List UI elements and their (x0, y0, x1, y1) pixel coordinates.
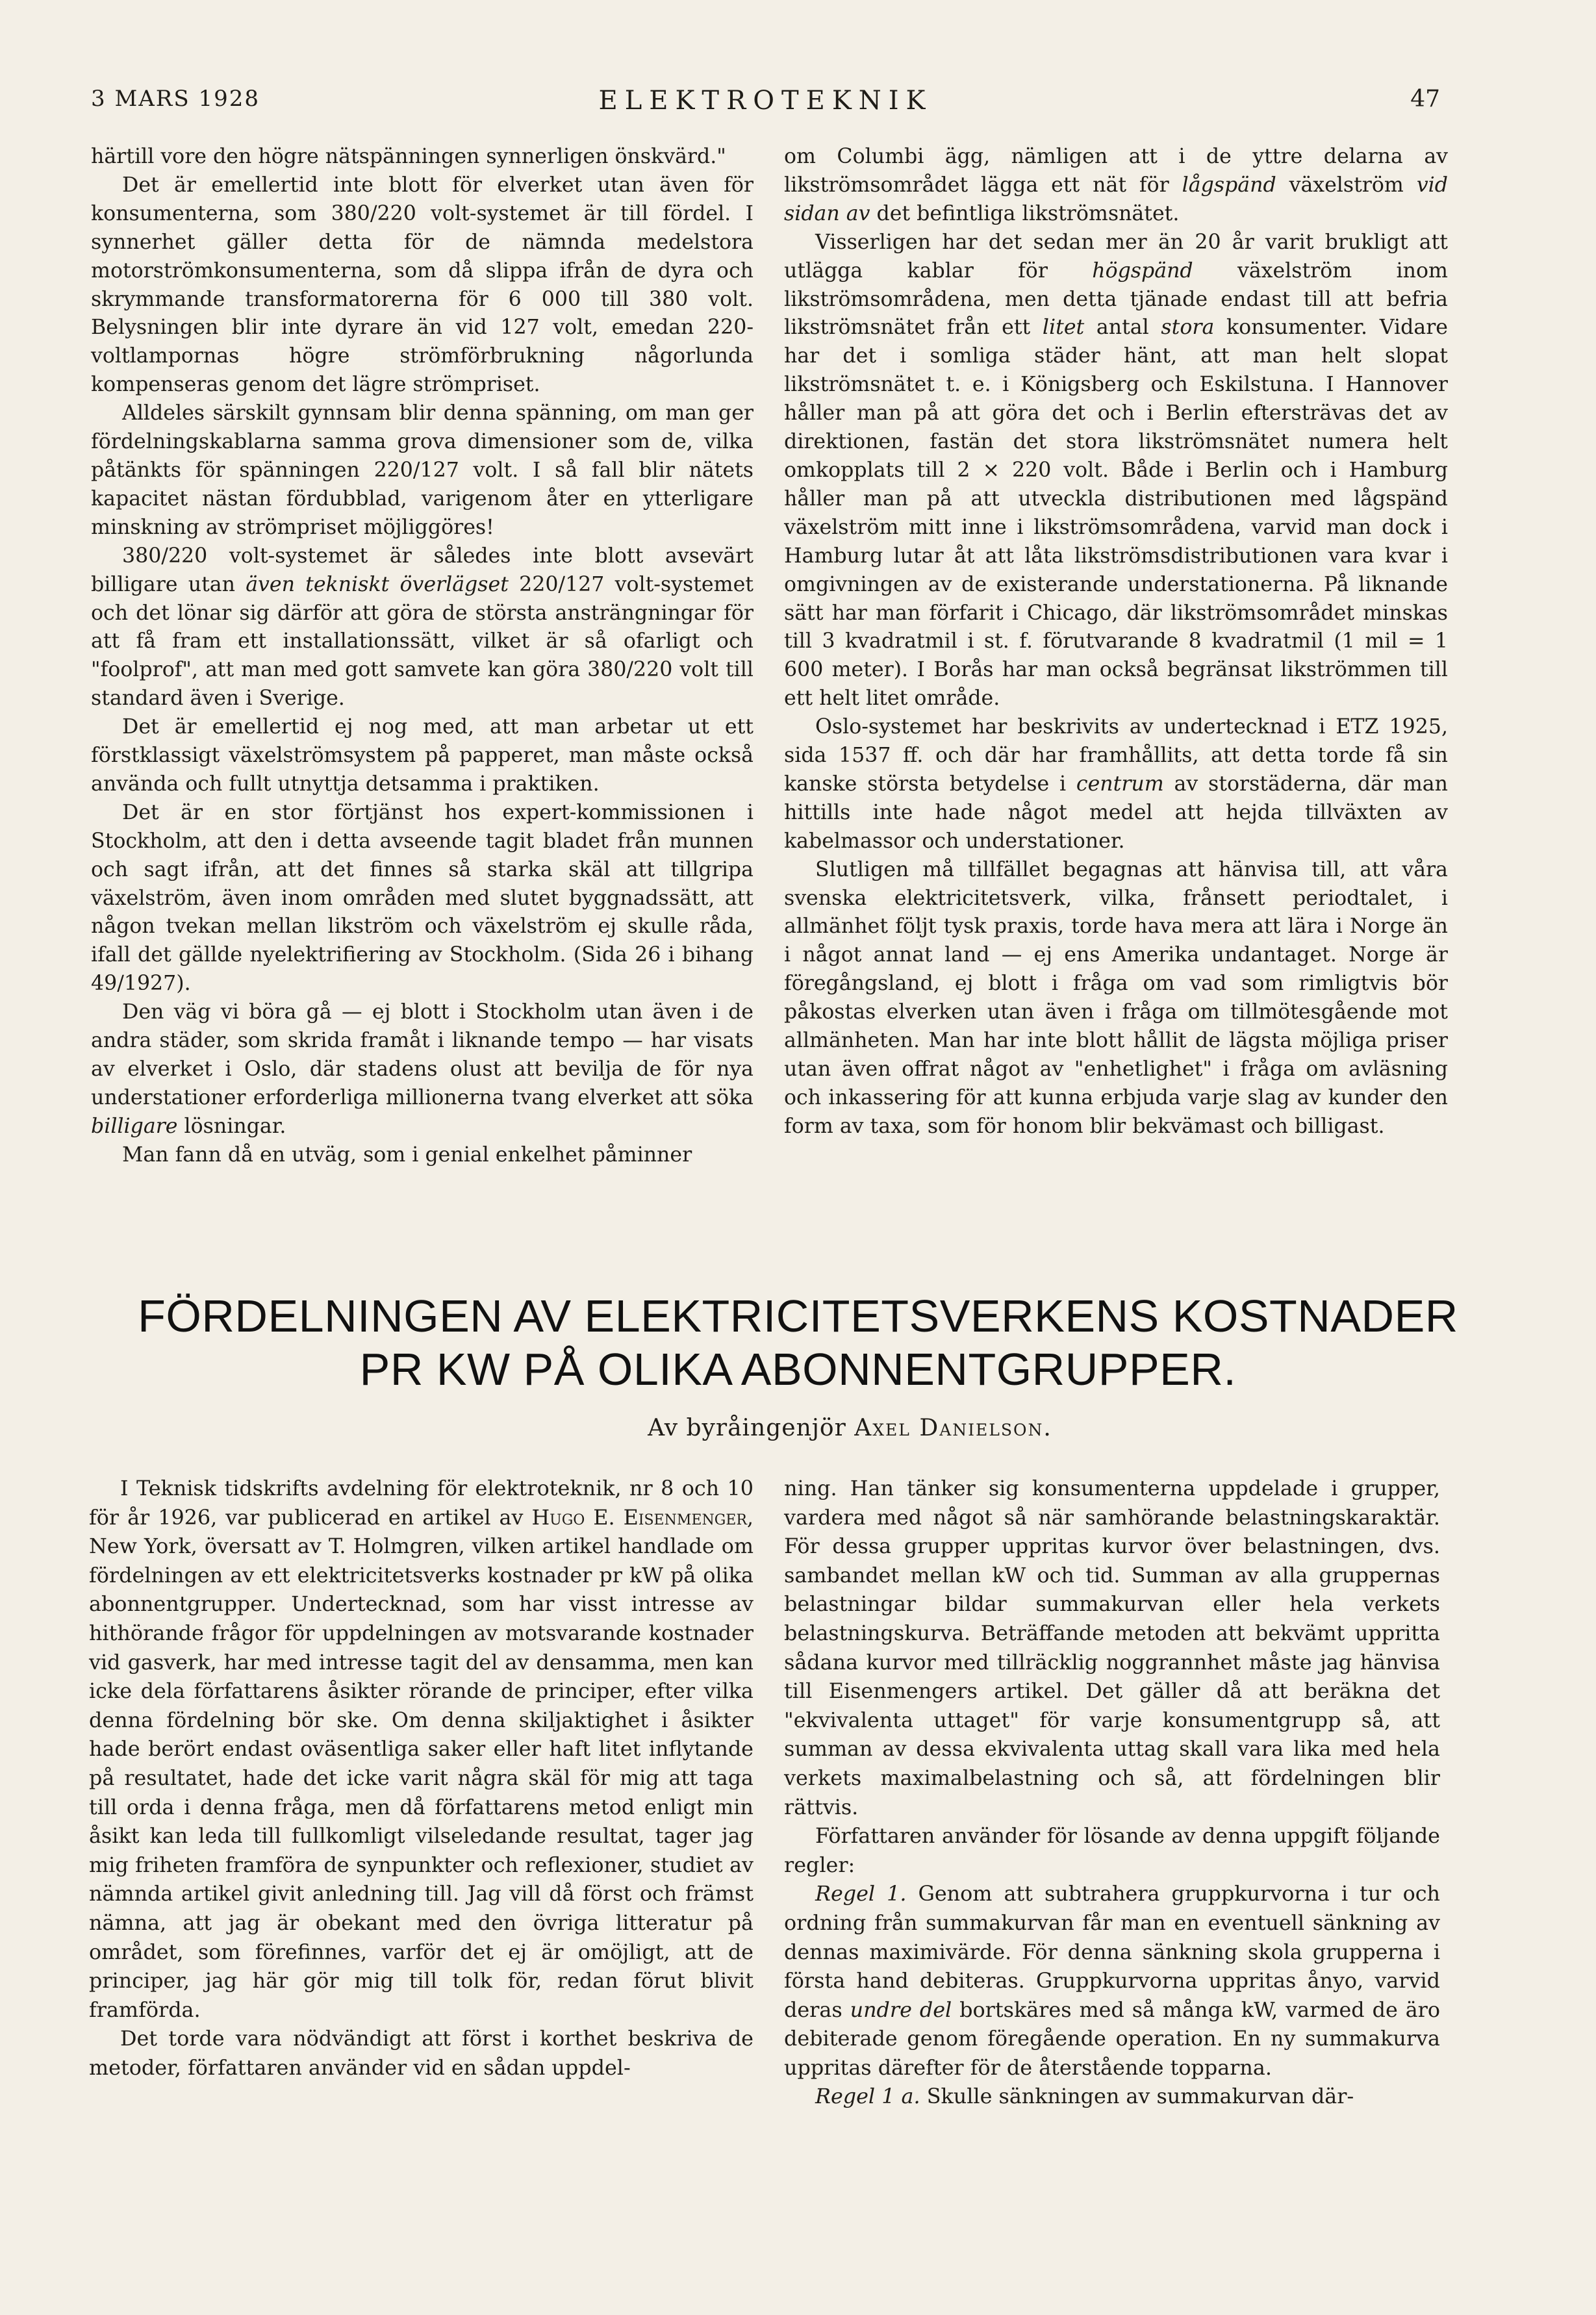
paragraph: Det är emellertid inte blott för elverket utan även för konsumenterna, som 380/220 volt-systemet är till fördel. I synnerhet gäller detta för de nämnda medelstora motorströmkonsumenterna, som då slippa ifrån de dyra och skrymmande transformatorerna för 6 000 till 380 volt. Belysningen blir inte dyrare än vid 127 volt, emedan 220-voltlampornas högre strömförbrukning någorlunda kompenseras genom det lägre strömpriset. (91, 173, 754, 397)
paragraph: I Teknisk tidskrifts avdelning för elektroteknik, nr 8 och 10 för år 1926, var publicerad en artikel av Hugo E. Eisenmenger, New York, översatt av T. Holmgren, vilken artikel handlade om fördelningen av ett elektricitetsverks kostnader pr kW på olika abonnentgrupper. Undertecknad, som har visst intresse av hithörande frågor för uppdelningen av motsvarande kostnader vid gasverk, har med intresse tagit del av densamma, men kan icke dela författarens åsikter rörande de principer, efter vilka denna fördelning bör ske. Om denna skiljaktighet i åsikter hade berört endast oväsentliga saker eller haft litet inflytande på resultatet, hade det icke varit några skäl för mig att taga till orda i denna fråga, men då författarens metod enligt min åsikt kan leda till fullkomligt vilseledande resultat, tager jag mig friheten framföra de synpunkter och reflexioner, studiet av nämnda artikel givit anledning till. Jag vill då först och främst nämna, att jag är obekant med den övriga litteratur på området, som förefinnes, varför det ej är omöjligt, att de principer, jag här gör mig till tolk för, redan förut blivit framförda. (89, 1476, 754, 2022)
article-title (65, 1289, 1531, 1396)
paragraph: Alldeles särskilt gynnsam blir denna spänning, om man ger fördelningskablarna samma grova dimensioner som de, vilka påtänkts för spänningen 220/127 volt. I så fall blir nätets kapacitet nästan fördubblad, varigenom åter en ytterligare minskning av strömpriset möjliggöres! (91, 401, 754, 539)
column-top-left (91, 143, 754, 1170)
column-top-right (784, 143, 1448, 1141)
byline (0, 1415, 1596, 1441)
paragraph: Oslo-systemet har beskrivits av undertecknad i ETZ 1925, sida 1537 ff. och där har framhållits, att detta torde få sin kanske största betydelse i centrum av storstäderna, där man hittills inte hade något medel att hejda tillväxten av kabelmassor och understationer. (784, 715, 1448, 853)
paragraph: ning. Han tänker sig konsumenterna uppdelade i grupper, vardera med något så när samhörande belastningskaraktär. För dessa grupper uppritas kurvor över belastningen, dvs. sambandet mellan kW och tid. Summan av alla gruppernas belastningar bildar summakurvan eller hela verkets belastningskurva. Beträffande metoden att bekvämt uppritta sådana kurvor med tillräcklig noggrannhet måste jag hänvisa till Eisenmengers artikel. Det gäller då att beräkna det "ekvivalenta uttaget" för varje konsumentgrupp så, att summan av dessa ekvivalenta uttag skall vara lika med hela verkets maximalbelastning och så, att fördelningen blir rättvis. (784, 1476, 1440, 1819)
paragraph: Man fann då en utväg, som i genial enkelhet påminner (122, 1143, 692, 1167)
paragraph: om Columbi ägg, nämligen att i de yttre delarna av likströmsområdet lägga ett nät för lågspänd växelström vid sidan av det befintliga likströmsnätet. (784, 145, 1448, 225)
author-name: Axel Danielson. (854, 1415, 1052, 1441)
column-bottom-right (784, 1474, 1440, 2112)
paragraph: Slutligen må tillfället begagnas att hänvisa till, att våra svenska elektricitetsverk, vilka, frånsett periodtalet, i allmänhet följt tysk praxis, torde hava mera att lära i Norge än i något annat land — ej ens Amerika undantaget. Norge är föregångsland, ej blott i fråga om vad som rimligtvis bör påkostas elverken utan även i fråga om tillmötesgående mot allmänheten. Man har inte blott hållit de lägsta möjliga priser utan även offrat något av "enhetlighet" i fråga om avläsning och inkassering för att kunna erbjuda varje slag av kunder den form av taxa, som för honom blir bekvämast och billigast. (784, 857, 1448, 1138)
page-number: 47 (1410, 86, 1440, 112)
paragraph: Regel 1. Genom att subtrahera gruppkurvorna i tur och ordning från summakurvan får man en eventuell sänkning av dennas maximivärde. För denna sänkning skola grupperna i första hand debiteras. Gruppkurvorna uppritas ånyo, varvid deras undre del bortskäres med så många kW, varmed de äro debiterade genom föregående operation. En ny summakurva uppritas därefter för de återstående topparna. (784, 1882, 1441, 2080)
paragraph: Det torde vara nödvändigt att först i korthet beskriva de metoder, författaren använder vid en sådan uppdel- (89, 2027, 754, 2080)
running-header (91, 86, 1440, 125)
paragraph: Författaren använder för lösande av denna uppgift följande regler: (784, 1824, 1440, 1877)
paragraph: Det är emellertid ej nog med, att man arbetar ut ett förstklassigt växelströmsystem på papperet, man måste också använda och fullt utnyttja detsamma i praktiken. (91, 715, 754, 796)
paragraph: Det är en stor förtjänst hos expert-kommissionen i Stockholm, att den i detta avseende tagit bladet från munnen och sagt ifrån, att det finnes så starka skäl att tillgripa växelström, även inom områden med slutet byggnadssätt, att någon tvekan mellan likström och växelström ej skulle råda, ifall det gällde nyelektrifiering av Stockholm. (Sida 26 i bihang 49/1927). (91, 800, 754, 996)
issue-date: 3 MARS 1928 (91, 86, 260, 112)
byline-prefix: Av byråingenjör (648, 1415, 846, 1441)
journal-title: ELEKTROTEKNIK (598, 86, 933, 116)
paragraph: 380/220 volt-systemet är således inte blott avsevärt billigare utan även tekniskt överlägset 220/127 volt-systemet och det lönar sig därför att göra de största ansträngningar för att få fram ett installationssätt, vilket är så ofarligt och "foolprof", att man med gott samvete kan göra 380/220 volt till standard även i Sverige. (91, 544, 754, 711)
paragraph: härtill vore den högre nätspänningen synnerligen önskvärd." (91, 145, 726, 168)
title-line: PR KW PÅ OLIKA ABONNENTGRUPPER. (359, 1344, 1237, 1395)
title-line: FÖRDELNINGEN AV ELEKTRICITETSVERKENS KOSTNADER (138, 1291, 1458, 1341)
paragraph: Den väg vi böra gå — ej blott i Stockholm utan även i de andra städer, som skrida framåt i liknande tempo — har visats av elverket i Oslo, där stadens olust att bevilja de för nya understationer erforderliga millionerna tvang elverket att söka billigare lösningar. (91, 1000, 754, 1138)
paragraph: Visserligen har det sedan mer än 20 år varit brukligt att utlägga kablar för högspänd växelström inom likströmsområdena, men detta tjänade endast till att befria likströmsnätet från ett litet antal stora konsumenter. Vidare har det i somliga städer hänt, att man helt slopat likströmsnätet t. e. i Königsberg och Eskilstuna. I Hannover håller man på att göra det och i Berlin eftersträvas det av direktionen, fastän det stora likströmsnätet numera helt omkopplats till 2 × 220 volt. Både i Berlin och i Hamburg håller man på att utveckla distributionen med lågspänd växelström mitt inne i likströmsområdena, varvid man dock i Hamburg lutar åt att låta likströmsdistributionen vara kvar i omgivningen av de existerande understationerna. På liknande sätt har man förfarit i Chicago, där likströmsområdet minskas till 3 kvadratmil i st. f. förutvarande 8 kvadratmil (1 mil = 1 600 meter). I Borås har man också begränsat likströmmen till ett helt litet område. (784, 230, 1448, 711)
column-bottom-left (89, 1474, 754, 2082)
paragraph: Regel 1 a. Skulle sänkningen av summakurvan där- (815, 2084, 1354, 2109)
